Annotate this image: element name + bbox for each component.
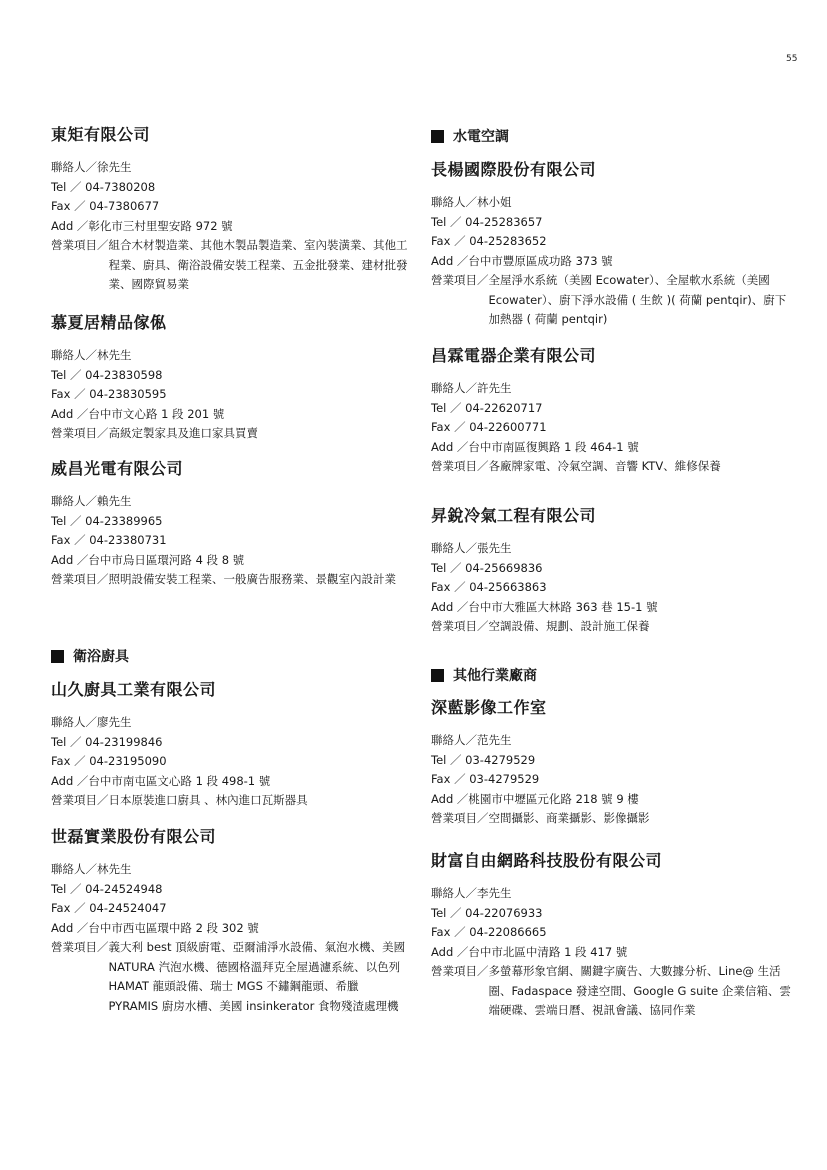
contact-value: 范先生 (477, 733, 512, 747)
contact-value: 林小姐 (477, 195, 512, 209)
fax-line (51, 197, 411, 217)
address-line (431, 598, 791, 618)
fax-label: Fax ／ (431, 420, 470, 434)
contact-value: 林先生 (97, 348, 132, 362)
contact-label: 聯絡人／ (431, 733, 477, 747)
business-line (51, 236, 411, 295)
tel-value: 04-24524948 (85, 881, 163, 896)
business-line (51, 791, 411, 811)
business-line (431, 271, 791, 330)
tel-label: Tel ／ (51, 734, 86, 749)
contact-line (51, 346, 411, 366)
business-value: 照明設備安裝工程業、一般廣告服務業、景觀室內設計業 (108, 572, 396, 586)
business-line (431, 457, 791, 477)
business-value: 組合木材製造業、其他木製品製造業、室內裝潢業、其他工程業、廚具、衛浴設備安裝工程業、五金批發業、建材批發業、國際貿易業 (108, 238, 408, 291)
tel-line (431, 904, 791, 924)
address-line (51, 772, 411, 792)
business-label: 營業項目／ (51, 793, 109, 807)
company-entry (431, 851, 791, 1021)
business-line (51, 570, 411, 590)
tel-label: Tel ／ (431, 560, 466, 575)
address-label: Add ／ (431, 944, 469, 959)
business-label: 營業項目／ (51, 426, 109, 440)
fax-line (51, 899, 411, 919)
fax-line (51, 752, 411, 772)
business-line (51, 938, 411, 1016)
fax-line (51, 531, 411, 551)
address-value: 台中市西屯區環中路 2 段 302 號 (88, 920, 259, 935)
business-value: 各廠牌家電、冷氣空調、音響 KTV、維修保養 (488, 459, 721, 473)
business-value: 日本原裝進口廚具 、林內進口瓦斯器具 (108, 793, 308, 807)
business-value: 空調設備、規劃、設計施工保養 (488, 619, 650, 633)
fax-value: 04-25663863 (469, 580, 547, 594)
contact-value: 廖先生 (97, 715, 132, 729)
company-entry (51, 459, 411, 590)
contact-label: 聯絡人／ (51, 160, 97, 174)
contact-label: 聯絡人／ (431, 541, 477, 555)
contact-line (431, 539, 791, 559)
fax-label: Fax ／ (431, 234, 470, 248)
section-square-icon (431, 669, 444, 682)
company-entry (51, 313, 411, 444)
tel-line (51, 733, 411, 753)
section-header (51, 646, 129, 666)
company-name: 昌霖電器企業有限公司 (431, 346, 597, 365)
business-value: 義大利 best 頂級廚電、亞爾浦淨水設備、氣泡水機、美國 NATURA 汽泡水機、德國格溫拜克全屋過濾系統、以色列 HAMAT 龍頭設備、瑞士 MGS 不鏽鋼龍頭、希臘 PYRAMIS 廚房水槽、美國 insinkerator 食物殘渣處理機 (108, 940, 406, 1013)
fax-label: Fax ／ (51, 199, 90, 213)
address-value: 台中市烏日區環河路 4 段 8 號 (88, 552, 245, 567)
fax-value: 04-23195090 (89, 754, 167, 768)
contact-line (51, 860, 411, 880)
business-value: 多螢幕形象官網、關鍵字廣告、大數據分析、Line@ 生活圈、Fadaspace 發達空間、Google G suite 企業信箱、雲端硬碟、雲端日曆、視訊會議、協同作業 (488, 964, 791, 1017)
section-title: 衛浴廚具 (73, 649, 129, 665)
business-label: 營業項目／ (431, 459, 489, 473)
address-value: 台中市文心路 1 段 201 號 (88, 406, 225, 421)
address-label: Add ／ (431, 599, 469, 614)
address-line (431, 252, 791, 272)
company-name: 慕夏居精品傢俬 (51, 313, 167, 332)
page-number: 55 (786, 54, 798, 64)
business-value: 空間攝影、商業攝影、影像攝影 (488, 811, 650, 825)
tel-label: Tel ／ (51, 367, 86, 382)
tel-label: Tel ／ (51, 179, 86, 194)
tel-value: 03-4279529 (465, 752, 536, 767)
contact-line (51, 158, 411, 178)
company-name: 昇銳冷氣工程有限公司 (431, 506, 597, 525)
company-entry (431, 346, 791, 477)
company-name: 深藍影像工作室 (431, 698, 547, 717)
tel-line (431, 559, 791, 579)
tel-line (431, 213, 791, 233)
contact-label: 聯絡人／ (51, 862, 97, 876)
section-square-icon (51, 650, 64, 663)
business-line (431, 962, 791, 1021)
company-entry (51, 827, 411, 1016)
section-header (431, 665, 537, 685)
address-line (431, 790, 791, 810)
contact-label: 聯絡人／ (431, 381, 477, 395)
address-line (51, 919, 411, 939)
address-label: Add ／ (431, 253, 469, 268)
tel-value: 04-23199846 (85, 734, 163, 749)
contact-line (431, 884, 791, 904)
address-value: 台中市南屯區文心路 1 段 498-1 號 (88, 773, 271, 788)
tel-line (51, 366, 411, 386)
fax-label: Fax ／ (51, 387, 90, 401)
company-entry (431, 506, 791, 637)
tel-label: Tel ／ (51, 513, 86, 528)
address-value: 台中市北區中清路 1 段 417 號 (468, 944, 628, 959)
contact-value: 許先生 (477, 381, 512, 395)
contact-line (51, 492, 411, 512)
tel-value: 04-25669836 (465, 560, 543, 575)
contact-line (431, 731, 791, 751)
fax-value: 04-23380731 (89, 533, 167, 547)
contact-line (51, 713, 411, 733)
fax-label: Fax ／ (431, 580, 470, 594)
tel-label: Tel ／ (431, 905, 466, 920)
address-label: Add ／ (51, 920, 89, 935)
business-line (431, 617, 791, 637)
fax-value: 04-22086665 (469, 925, 547, 939)
address-value: 台中市豐原區成功路 373 號 (468, 253, 613, 268)
tel-label: Tel ／ (431, 400, 466, 415)
business-value: 全屋淨水系統（美國 Ecowater）、全屋軟水系統（美國 Ecowater）、廚下淨水設備 ( 生飲 )( 荷蘭 pentqir)、廚下加熱器 ( 荷蘭 pentqir) (488, 273, 787, 326)
company-entry (431, 698, 791, 829)
contact-line (431, 379, 791, 399)
fax-line (51, 385, 411, 405)
tel-line (51, 880, 411, 900)
fax-label: Fax ／ (51, 533, 90, 547)
address-value: 桃園市中壢區元化路 218 號 9 樓 (468, 791, 639, 806)
section-title: 水電空調 (453, 129, 509, 145)
contact-label: 聯絡人／ (431, 886, 477, 900)
company-name: 山久廚具工業有限公司 (51, 680, 217, 699)
address-label: Add ／ (431, 439, 469, 454)
company-entry (51, 125, 411, 295)
company-name: 東矩有限公司 (51, 125, 151, 144)
tel-label: Tel ／ (431, 752, 466, 767)
business-label: 營業項目／ (51, 940, 109, 954)
address-label: Add ／ (51, 406, 89, 421)
contact-value: 張先生 (477, 541, 512, 555)
fax-value: 04-23830595 (89, 387, 167, 401)
fax-value: 04-24524047 (89, 901, 167, 915)
section-header (431, 126, 509, 146)
address-line (51, 405, 411, 425)
business-value: 高級定製家具及進口家具買賣 (108, 426, 258, 440)
tel-value: 04-25283657 (465, 214, 543, 229)
business-label: 營業項目／ (431, 811, 489, 825)
contact-value: 李先生 (477, 886, 512, 900)
fax-line (431, 770, 791, 790)
tel-line (431, 399, 791, 419)
business-label: 營業項目／ (51, 572, 109, 586)
tel-line (51, 512, 411, 532)
company-entry (431, 160, 791, 330)
address-line (431, 438, 791, 458)
fax-label: Fax ／ (51, 901, 90, 915)
address-line (431, 943, 791, 963)
fax-label: Fax ／ (431, 772, 470, 786)
fax-label: Fax ／ (51, 754, 90, 768)
company-entry (51, 680, 411, 811)
address-label: Add ／ (51, 218, 89, 233)
tel-line (51, 178, 411, 198)
address-line (51, 551, 411, 571)
company-name: 長楊國際股份有限公司 (431, 160, 597, 179)
contact-value: 徐先生 (97, 160, 132, 174)
tel-label: Tel ／ (431, 214, 466, 229)
fax-label: Fax ／ (431, 925, 470, 939)
address-value: 彰化市三村里聖安路 972 號 (88, 218, 233, 233)
section-title: 其他行業廠商 (453, 668, 537, 684)
fax-line (431, 232, 791, 252)
contact-value: 賴先生 (97, 494, 132, 508)
tel-line (431, 751, 791, 771)
fax-value: 04-25283652 (469, 234, 547, 248)
tel-value: 04-23830598 (85, 367, 163, 382)
tel-label: Tel ／ (51, 881, 86, 896)
contact-line (431, 193, 791, 213)
business-label: 營業項目／ (51, 238, 109, 252)
fax-value: 03-4279529 (469, 772, 540, 786)
contact-label: 聯絡人／ (51, 494, 97, 508)
business-label: 營業項目／ (431, 619, 489, 633)
address-value: 台中市南區復興路 1 段 464-1 號 (468, 439, 639, 454)
business-line (431, 809, 791, 829)
address-label: Add ／ (51, 552, 89, 567)
fax-value: 04-22600771 (469, 420, 547, 434)
contact-label: 聯絡人／ (51, 715, 97, 729)
address-line (51, 217, 411, 237)
company-name: 財富自由網路科技股份有限公司 (431, 851, 663, 870)
section-square-icon (431, 130, 444, 143)
fax-line (431, 418, 791, 438)
address-value: 台中市大雅區大林路 363 巷 15-1 號 (468, 599, 658, 614)
address-label: Add ／ (51, 773, 89, 788)
tel-value: 04-22620717 (465, 400, 543, 415)
contact-label: 聯絡人／ (51, 348, 97, 362)
tel-value: 04-22076933 (465, 905, 543, 920)
contact-label: 聯絡人／ (431, 195, 477, 209)
tel-value: 04-7380208 (85, 179, 156, 194)
business-label: 營業項目／ (431, 273, 489, 287)
fax-value: 04-7380677 (89, 199, 160, 213)
fax-line (431, 578, 791, 598)
address-label: Add ／ (431, 791, 469, 806)
contact-value: 林先生 (97, 862, 132, 876)
business-line (51, 424, 411, 444)
fax-line (431, 923, 791, 943)
tel-value: 04-23389965 (85, 513, 163, 528)
company-name: 威昌光電有限公司 (51, 459, 184, 478)
company-name: 世磊實業股份有限公司 (51, 827, 217, 846)
business-label: 營業項目／ (431, 964, 489, 978)
